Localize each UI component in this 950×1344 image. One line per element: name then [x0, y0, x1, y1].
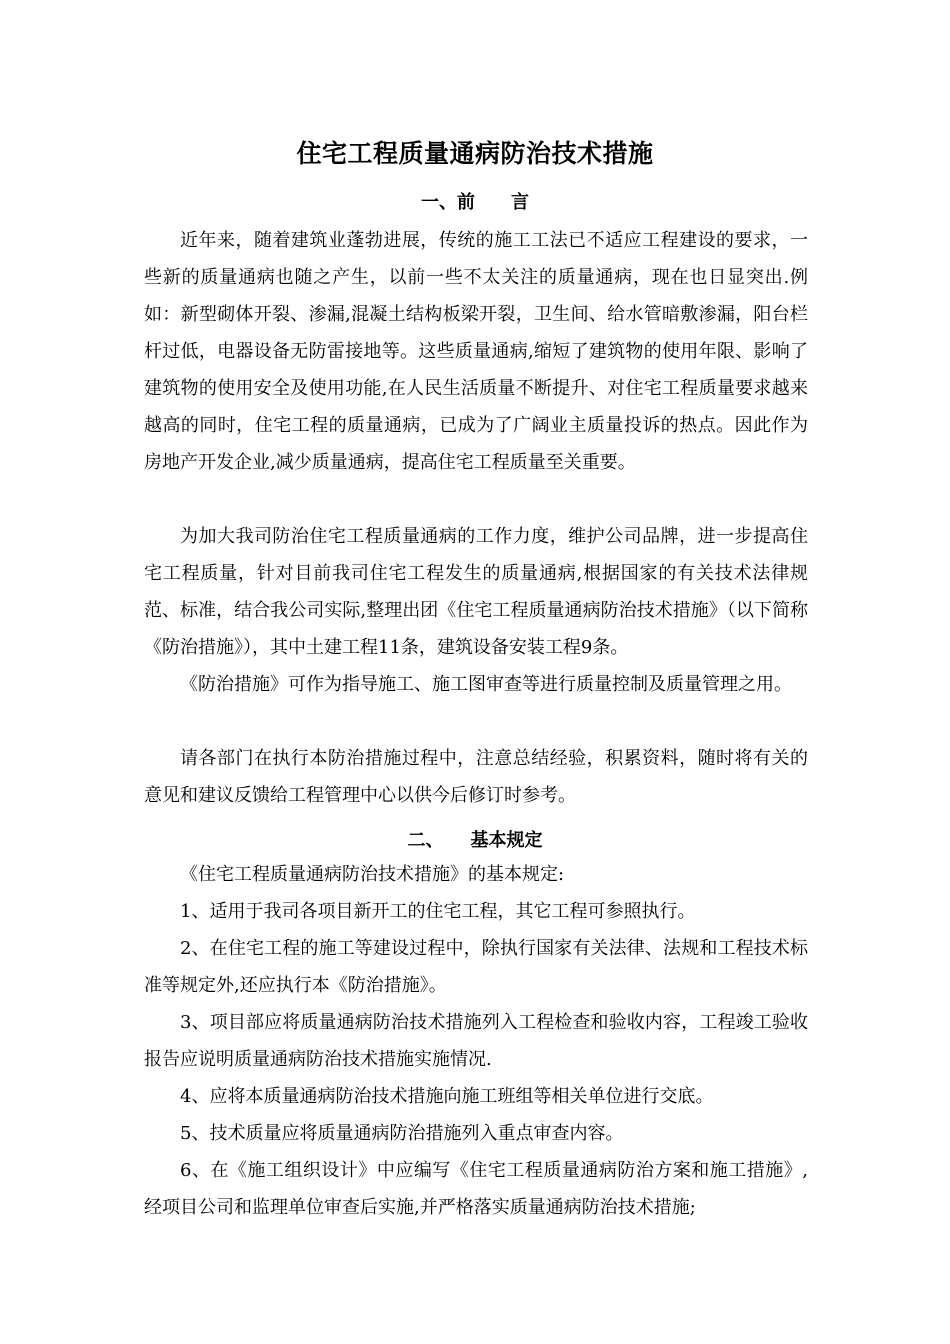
paragraph: 请各部门在执行本防治措施过程中，注意总结经验，积累资料，随时将有关的意见和建议反馈给工程管理中心以供今后修订时参考。: [144, 748, 808, 806]
list-item: 4、应将本质量通病防治技术措施向施工班组等相关单位进行交底。: [180, 1086, 714, 1107]
document-title: 住宅工程质量通病防治技术措施: [296, 139, 654, 168]
paragraph: 为加大我司防治住宅工程质量通病的工作力度，维护公司品牌，进一步提高住宅工程质量，针对目前我司住宅工程发生的质量通病,根据国家的有关技术法律规范、标准，结合我公司实际,整理出团《住宅工程质量通病防治技术措施》（以下简称《防治措施》），其中土建工程11条，建筑设备安装工程9条。: [144, 526, 808, 658]
paragraph: 《防治措施》可作为指导施工、施工图审查等进行质量控制及质量管理之用。: [180, 674, 792, 695]
list-item: 2、在住宅工程的施工等建设过程中，除执行国家有关法律、法规和工程技术标准等规定外,还应执行本《防治措施》。: [144, 938, 808, 996]
paragraph: 《住宅工程质量通病防治技术措施》的基本规定:: [180, 864, 565, 885]
list-item: 1、适用于我司各项目新开工的住宅工程，其它工程可参照执行。: [180, 901, 696, 922]
list-item: 3、项目部应将质量通病防治技术措施列入工程检查和验收内容，工程竣工验收报告应说明质量通病防治技术措施实施情况.: [144, 1012, 808, 1070]
list-item: 6、在《施工组织设计》中应编写《住宅工程质量通病防治方案和施工措施》,经项目公司和监理单位审查后实施,并严格落实质量通病防治技术措施;: [144, 1160, 808, 1218]
list-item: 5、技术质量应将质量通病防治措施列入重点审查内容。: [180, 1123, 624, 1144]
paragraph: 近年来，随着建筑业蓬勃进展，传统的施工工法已不适应工程建设的要求，一些新的质量通病也随之产生，以前一些不太关注的质量通病，现在也日显突出.例如：新型砌体开裂、渗漏,混凝土结构板梁开裂，卫生间、给水管暗敷渗漏，阳台栏杆过低，电器设备无防雷接地等。这些质量通病,缩短了建筑物的使用年限、影响了建筑物的使用安全及使用功能,在人民生活质量不断提升、对住宅工程质量要求越来越高的同时，住宅工程的质量通病，已成为了广阔业主质量投诉的热点。因此作为房地产开发企业,减少质量通病，提高住宅工程质量至关重要。: [144, 230, 808, 473]
section-heading-preface: 一、前 言: [421, 192, 529, 213]
section-heading-basic-rules: 二、 基本规定: [407, 830, 543, 851]
